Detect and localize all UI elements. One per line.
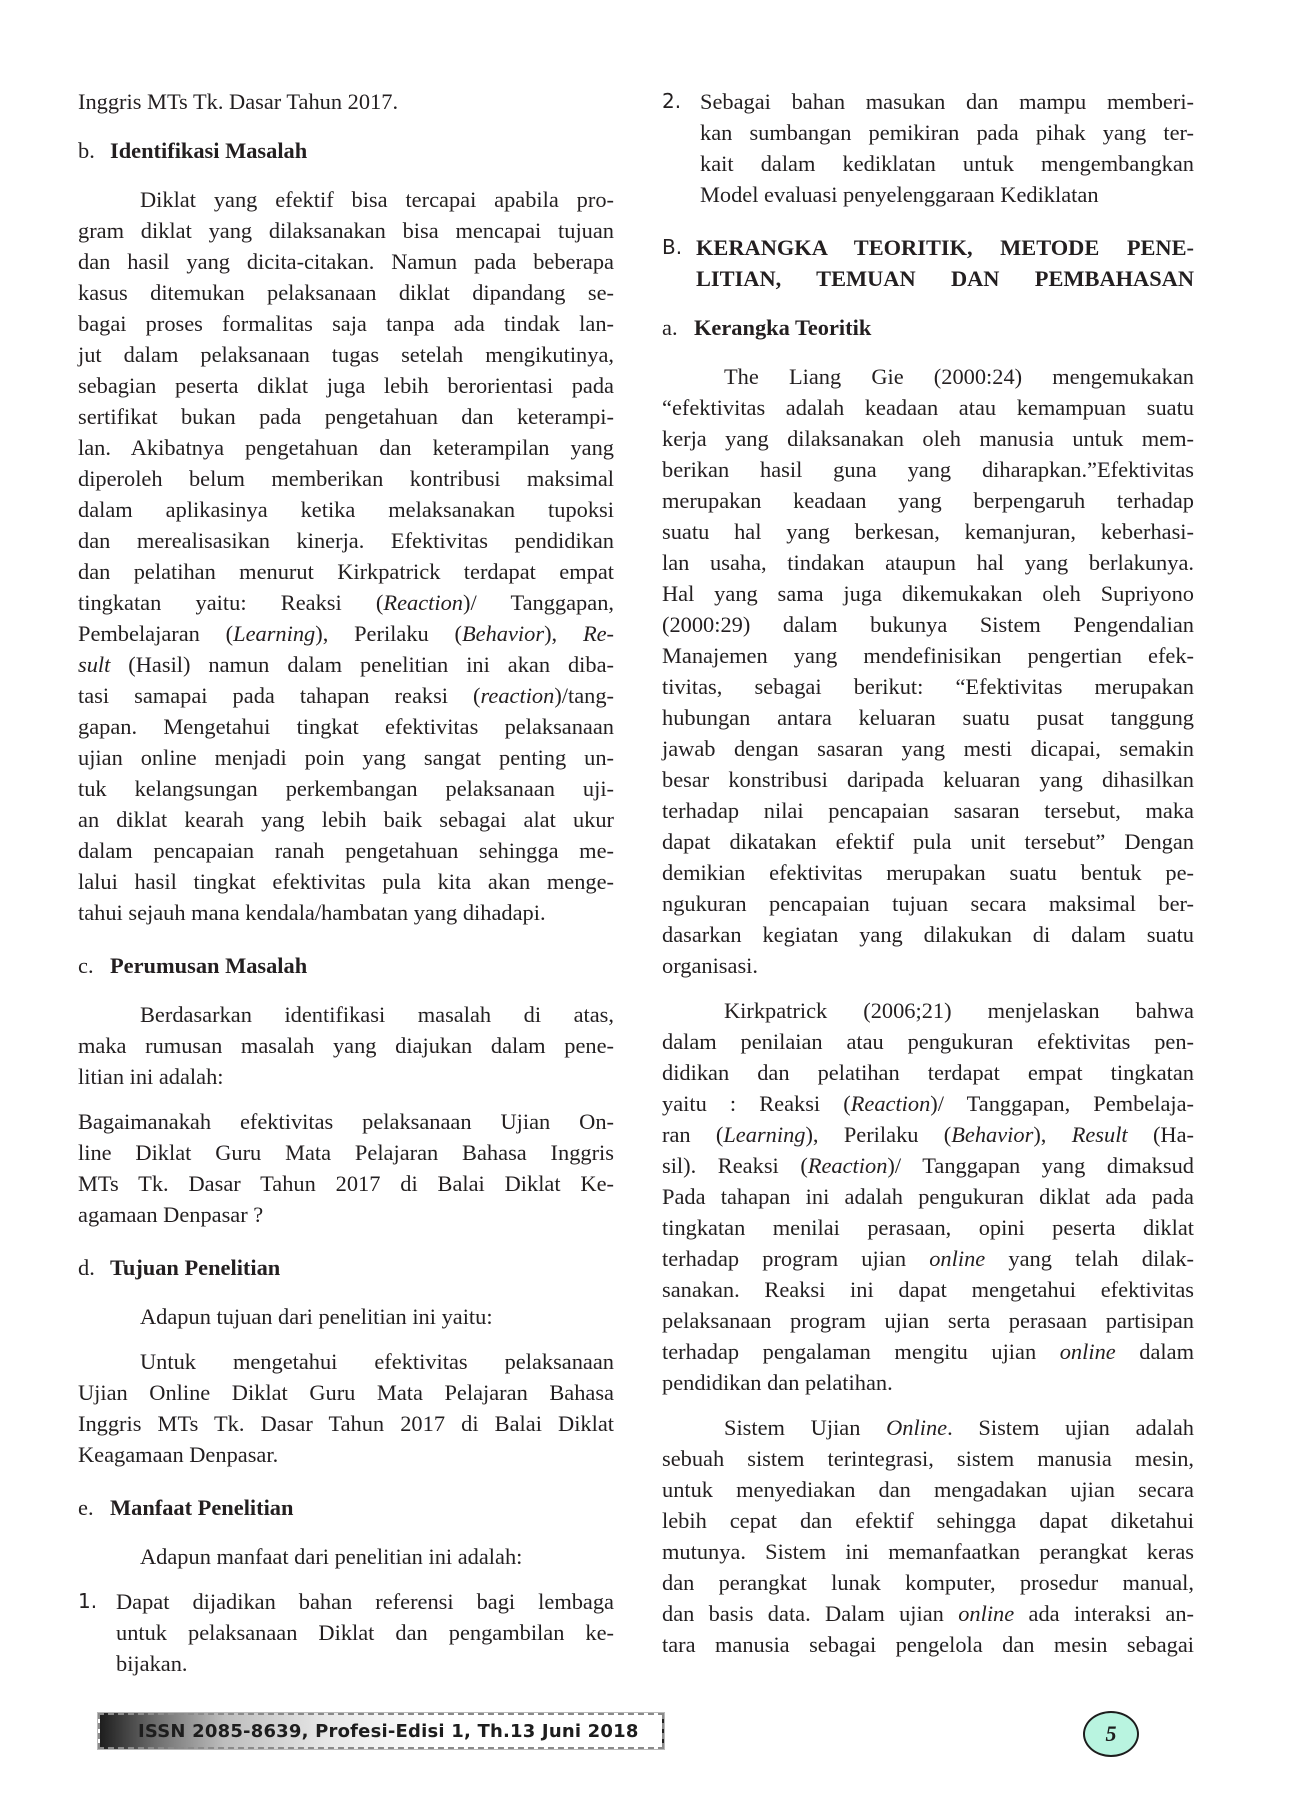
paragraph-line: litian ini adalah: [78,1064,224,1089]
paragraph-line: sebuah sistem terintegrasi, sistem manusia mesin, [662,1446,1194,1471]
paragraph-kerangka-3 [662,1412,1194,1660]
paragraph-line: untuk menyediakan dan mengadakan ujian secara [662,1477,1194,1502]
paragraph-line: lan. Akibatnya pengetahuan dan keterampilan yang [78,435,614,460]
paragraph-line: sebagian peserta diklat juga lebih berorientasi pada [78,373,614,398]
section-title [696,232,1194,294]
subsection-heading-kerangka [662,312,1194,343]
left-column [78,86,614,1679]
paragraph-line: dan perangkat lunak komputer, prosedur manual, [662,1570,1194,1595]
paragraph-line: sanakan. Reaksi ini dapat mengetahui efektivitas [662,1277,1194,1302]
paragraph-line: Hal yang sama juga dikemukakan oleh Supriyono [662,581,1194,606]
paragraph-line: The Liang Gie (2000:24) mengemukakan [724,364,1194,389]
paragraph-line: ujian online menjadi poin yang sangat penting un- [78,745,614,770]
subsection-label: d. [78,1255,95,1280]
right-column [662,86,1194,1660]
paragraph-line: kasus ditemukan pelaksanaan diklat dipandang se- [78,280,614,305]
paragraph-line: Diklat yang efektif bisa tercapai apabila pro- [140,187,614,212]
paragraph-line: pelaksanaan program ujian serta perasaan partisipan [662,1308,1194,1333]
paragraph-tujuan [78,1346,614,1470]
paragraph-line: organisasi. [662,953,758,978]
paragraph-line: dalam penilaian atau pengukuran efektivitas pen- [662,1029,1194,1054]
list-item-body [700,86,1194,210]
paragraph-line: agamaan Denpasar ? [78,1202,264,1227]
paragraph-line: bagai proses formalitas saja tanpa ada tindak lan- [78,311,614,336]
paragraph-line: terhadap pengalaman mengitu ujian online dalam [662,1339,1194,1364]
paragraph-line: dan hasil yang dicita-citakan. Namun pada beberapa [78,249,614,274]
paragraph-line: lalui hasil tingkat efektivitas pula kita akan menge- [78,869,614,894]
subsection-label: a. [662,315,678,340]
paragraph-line: ngukuran pencapaian tujuan secara maksimal ber- [662,891,1194,916]
issn-text: ISSN 2085-8639, Profesi-Edisi 1, Th.13 Juni 2018 [138,1720,639,1742]
paragraph-line: Sistem Ujian Online. Sistem ujian adalah [724,1415,1194,1440]
paragraph-manfaat-intro: Adapun manfaat dari penelitian ini adalah: [140,1544,523,1569]
paragraph-line: Pembelajaran (Learning), Perilaku (Behavior), Re- [78,621,615,646]
paragraph-line: berikan hasil guna yang diharapkan.”Efektivitas [662,457,1194,482]
paragraph-line: tingkatan yaitu: Reaksi (Reaction)/ Tanggapan, [78,590,614,615]
paragraph-line: dan basis data. Dalam ujian online ada interaksi an- [662,1601,1194,1626]
paragraph-line: dan merealisasikan kinerja. Efektivitas pendidikan [78,528,614,553]
paragraph-line: “efektivitas adalah keadaan atau kemampuan suatu [662,395,1194,420]
paragraph-line: MTs Tk. Dasar Tahun 2017 di Balai Diklat Ke- [78,1171,614,1196]
paragraph-line: lebih cepat dan efektif sehingga dapat diketahui [662,1508,1194,1533]
paragraph-line: yaitu : Reaksi (Reaction)/ Tanggapan, Pembelaja- [662,1091,1194,1116]
paragraph-line: bijakan. [116,1651,188,1676]
list-item-manfaat-2 [662,86,1194,210]
paragraph-line: pendidikan dan pelatihan. [662,1370,893,1395]
page-number-badge: 5 [1083,1711,1139,1757]
paragraph-line: untuk pelaksanaan Diklat dan pengambilan ke- [116,1620,614,1645]
list-item-body [116,1586,614,1679]
paragraph-line: Untuk mengetahui efektivitas pelaksanaan [140,1349,614,1374]
section-heading-b [662,232,1194,294]
subsection-title: Identifikasi Masalah [110,138,308,163]
subsection-heading-tujuan [78,1252,614,1283]
paragraph-line: gapan. Mengetahui tingkat efektivitas pelaksanaan [78,714,614,739]
list-number: 1. [78,1589,98,1613]
subsection-label: b. [78,138,95,163]
paragraph-line: mutunya. Sistem ini memanfaatkan perangkat keras [662,1539,1194,1564]
paragraph-line: Sebagai bahan masukan dan mampu memberi- [700,89,1194,114]
paragraph-line: dan pelatihan menurut Kirkpatrick terdapat empat [78,559,614,584]
paragraph-line: dasarkan kegiatan yang dilakukan di dalam suatu [662,922,1194,947]
list-number: 2. [662,89,682,113]
paragraph-line: kan sumbangan pemikiran pada pihak yang ter- [700,120,1194,145]
paragraph-line: dalam aplikasinya ketika melaksanakan tupoksi [78,497,614,522]
paragraph-line: suatu hal yang berkesan, kemanjuran, keberhasi- [662,519,1194,544]
subsection-title: Kerangka Teoritik [694,315,872,340]
paragraph-line: gram diklat yang dilaksanakan bisa mencapai tujuan [78,218,614,243]
paragraph-line: Bagaimanakah efektivitas pelaksanaan Ujian On- [78,1109,614,1134]
paragraph-line: tivitas, sebagai berikut: “Efektivitas merupakan [662,674,1194,699]
paragraph-line: diperoleh belum memberikan kontribusi maksimal [78,466,614,491]
paragraph-perumusan-intro [78,999,614,1092]
subsection-title: Tujuan Penelitian [110,1255,281,1280]
paragraph-line: Dapat dijadikan bahan referensi bagi lembaga [116,1589,614,1614]
section-label: B. [662,235,683,259]
paragraph-line: merupakan keadaan yang berpengaruh terhadap [662,488,1194,513]
paragraph-line: Ujian Online Diklat Guru Mata Pelajaran Bahasa [78,1380,614,1405]
paragraph-line: demikian efektivitas merupakan suatu bentuk pe- [662,860,1194,885]
paragraph-line: sil). Reaksi (Reaction)/ Tanggapan yang dimaksud [662,1153,1194,1178]
paragraph-line: Keagamaan Denpasar. [78,1442,279,1467]
paragraph-line: Manajemen yang mendefinisikan pengertian efek- [662,643,1194,668]
subsection-heading-perumusan [78,950,614,981]
paragraph-kerangka-1 [662,361,1194,981]
paragraph-identifikasi [78,184,614,928]
paragraph-line: hubungan antara keluaran suatu pusat tanggung [662,705,1194,730]
paragraph-kerangka-2 [662,995,1194,1398]
list-item-manfaat-1 [78,1586,614,1679]
paragraph-line: maka rumusan masalah yang diajukan dalam pene- [78,1033,614,1058]
paragraph-line: tasi samapai pada tahapan reaksi (reaction)/tang- [78,683,614,708]
paragraph-line: tingkatan menilai perasaan, opini peserta diklat [662,1215,1194,1240]
paragraph-line: Pada tahapan ini adalah pengukuran diklat ada pada [662,1184,1194,1209]
paragraph-line: line Diklat Guru Mata Pelajaran Bahasa Inggris [78,1140,614,1165]
subsection-heading-manfaat [78,1492,614,1523]
paragraph-line: sertifikat bukan pada pengetahuan dan keterampi- [78,404,614,429]
paragraph-line: dalam pencapaian ranah pengetahuan sehingga me- [78,838,614,863]
subsection-label: c. [78,953,94,978]
paragraph-line: jawab dengan sasaran yang mesti dicapai, semakin [662,736,1194,761]
paragraph-line: ran (Learning), Perilaku (Behavior), Result (Ha- [662,1122,1194,1147]
paragraph-line: lan usaha, tindakan ataupun hal yang berlakunya. [662,550,1194,575]
paragraph-line: LITIAN, TEMUAN DAN PEMBAHASAN [696,266,1194,291]
paragraph-line: Inggris MTs Tk. Dasar Tahun 2017 di Balai Diklat [78,1411,614,1436]
paragraph-line: didikan dan pelatihan terdapat empat tingkatan [662,1060,1194,1085]
paragraph-line: (2000:29) dalam bukunya Sistem Pengendalian [662,612,1194,637]
paragraph-line: an diklat kearah yang lebih baik sebagai alat ukur [78,807,614,832]
subsection-heading-identifikasi [78,135,614,166]
paragraph-tujuan-intro: Adapun tujuan dari penelitian ini yaitu: [140,1304,493,1329]
paragraph-line: tuk kelangsungan perkembangan pelaksanaan uji- [78,776,614,801]
paragraph-line: terhadap nilai pencapaian sasaran tersebut, maka [662,798,1194,823]
paragraph-line: kait dalam kediklatan untuk mengembangkan [700,151,1194,176]
paragraph-line: terhadap program ujian online yang telah dilak- [662,1246,1194,1271]
paragraph-line: sult (Hasil) namun dalam penelitian ini akan diba- [78,652,614,677]
subsection-label: e. [78,1495,94,1520]
paragraph-line: Kirkpatrick (2006;21) menjelaskan bahwa [724,998,1194,1023]
subsection-title: Perumusan Masalah [110,953,308,978]
paragraph-research-question [78,1106,614,1230]
paragraph-line: Model evaluasi penyelenggaraan Kediklatan [700,182,1099,207]
paragraph-line: besar konstribusi daripada keluaran yang dihasilkan [662,767,1194,792]
paragraph-line: jut dalam pelaksanaan tugas setelah mengikutinya, [78,342,614,367]
paragraph-line: Berdasarkan identifikasi masalah di atas, [140,1002,614,1027]
paragraph-line: kerja yang dilaksanakan oleh manusia untuk mem- [662,426,1194,451]
paragraph-line: dapat dikatakan efektif pula unit tersebut” Dengan [662,829,1194,854]
subsection-title: Manfaat Penelitian [110,1495,294,1520]
paragraph-line: tahui sejauh mana kendala/hambatan yang dihadapi. [78,900,546,925]
paragraph-line: KERANGKA TEORITIK, METODE PENE- [696,235,1194,260]
journal-footer-banner [98,1713,664,1749]
paragraph-line: Inggris MTs Tk. Dasar Tahun 2017. [78,89,399,114]
paragraph-line: tara manusia sebagai pengelola dan mesin sebagai [662,1632,1194,1657]
